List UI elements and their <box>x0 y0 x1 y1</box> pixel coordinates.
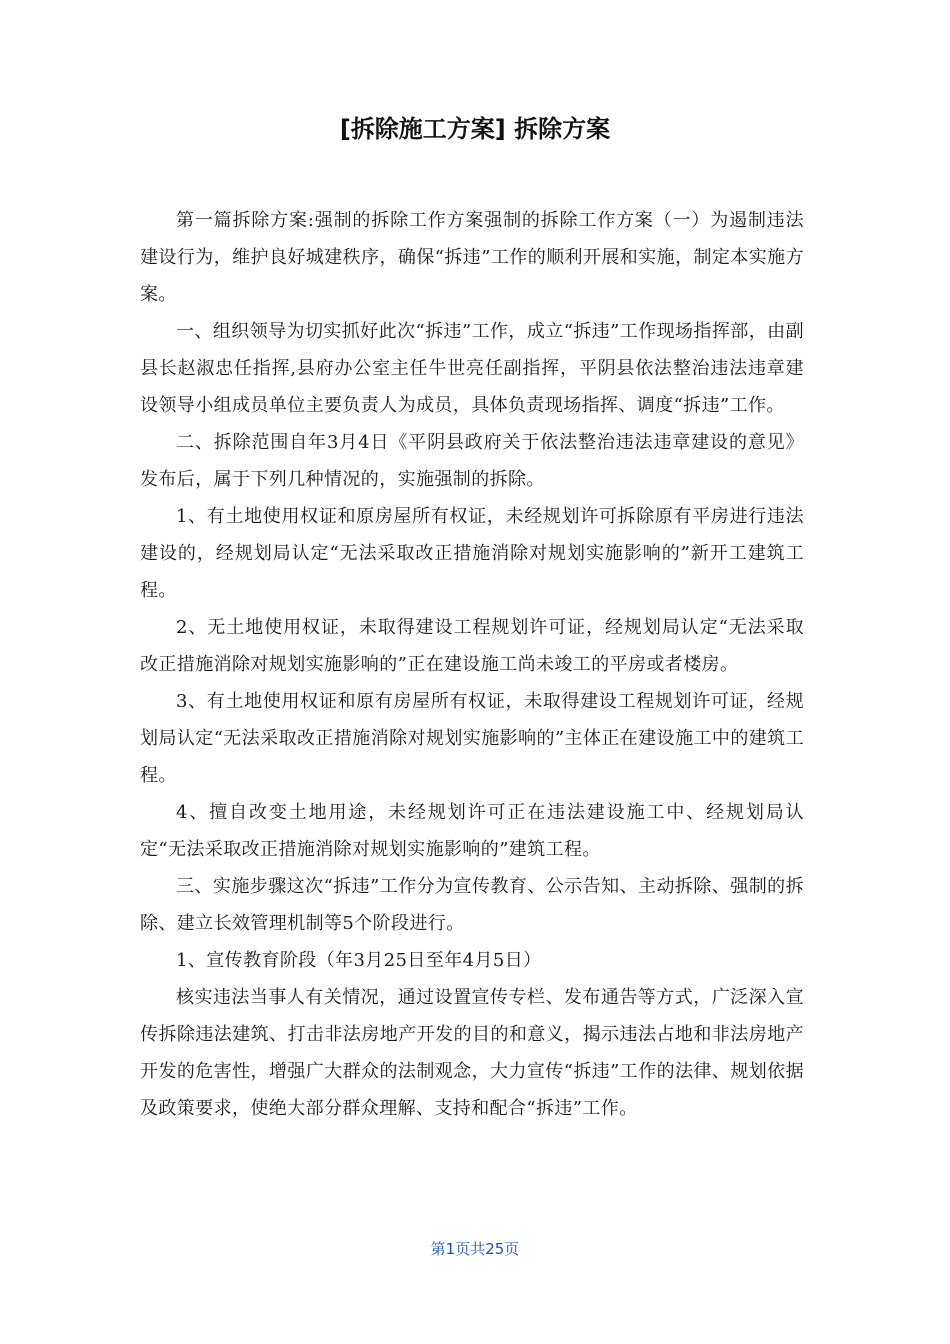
paragraph: 第一篇拆除方案:强制的拆除工作方案强制的拆除工作方案（一）为遏制违法建设行为，维护良好城建秩序，确保“拆违”工作的顺利开展和实施，制定本实施方案。 <box>140 210 804 305</box>
paragraph: 1、宣传教育阶段（年3月25日至年4月5日） <box>176 950 542 971</box>
paragraph: 三、实施步骤这次“拆违”工作分为宣传教育、公示告知、主动拆除、强制的拆除、建立长效管理机制等5个阶段进行。 <box>140 876 804 934</box>
paragraph: 二、拆除范围自年3月4日《平阴县政府关于依法整治违法违章建设的意见》发布后，属于下列几种情况的，实施强制的拆除。 <box>140 432 804 490</box>
document-body <box>140 202 804 1127</box>
document-title: [拆除施工方案] 拆除方案 <box>339 115 611 143</box>
paragraph: 1、有土地使用权证和原房屋所有权证，未经规划许可拆除原有平房进行违法建设的，经规划局认定“无法采取改正措施消除对规划实施影响的”新开工建筑工程。 <box>140 506 804 601</box>
page-number-footer: 第1页共25页 <box>430 1240 520 1258</box>
paragraph: 一、组织领导为切实抓好此次“拆违”工作，成立“拆违”工作现场指挥部，由副县长赵淑忠任指挥,县府办公室主任牛世亮任副指挥，平阴县依法整治违法违章建设领导小组成员单位主要负责人为成员，具体负责现场指挥、调度“拆违”工作。 <box>140 321 804 416</box>
paragraph: 3、有土地使用权证和原有房屋所有权证，未取得建设工程规划许可证，经规划局认定“无法采取改正措施消除对规划实施影响的”主体正在建设施工中的建筑工程。 <box>140 691 804 786</box>
paragraph: 核实违法当事人有关情况，通过设置宣传专栏、发布通告等方式，广泛深入宣传拆除违法建筑、打击非法房地产开发的目的和意义，揭示违法占地和非法房地产开发的危害性，增强广大群众的法制观念，大力宣传“拆违”工作的法律、规划依据及政策要求，使绝大部分群众理解、支持和配合“拆违”工作。 <box>140 987 804 1119</box>
paragraph: 2、无土地使用权证，未取得建设工程规划许可证，经规划局认定“无法采取改正措施消除对规划实施影响的”正在建设施工尚未竣工的平房或者楼房。 <box>140 617 804 675</box>
paragraph: 4、擅自改变土地用途，未经规划许可正在违法建设施工中、经规划局认定“无法采取改正措施消除对规划实施影响的”建筑工程。 <box>140 802 804 860</box>
